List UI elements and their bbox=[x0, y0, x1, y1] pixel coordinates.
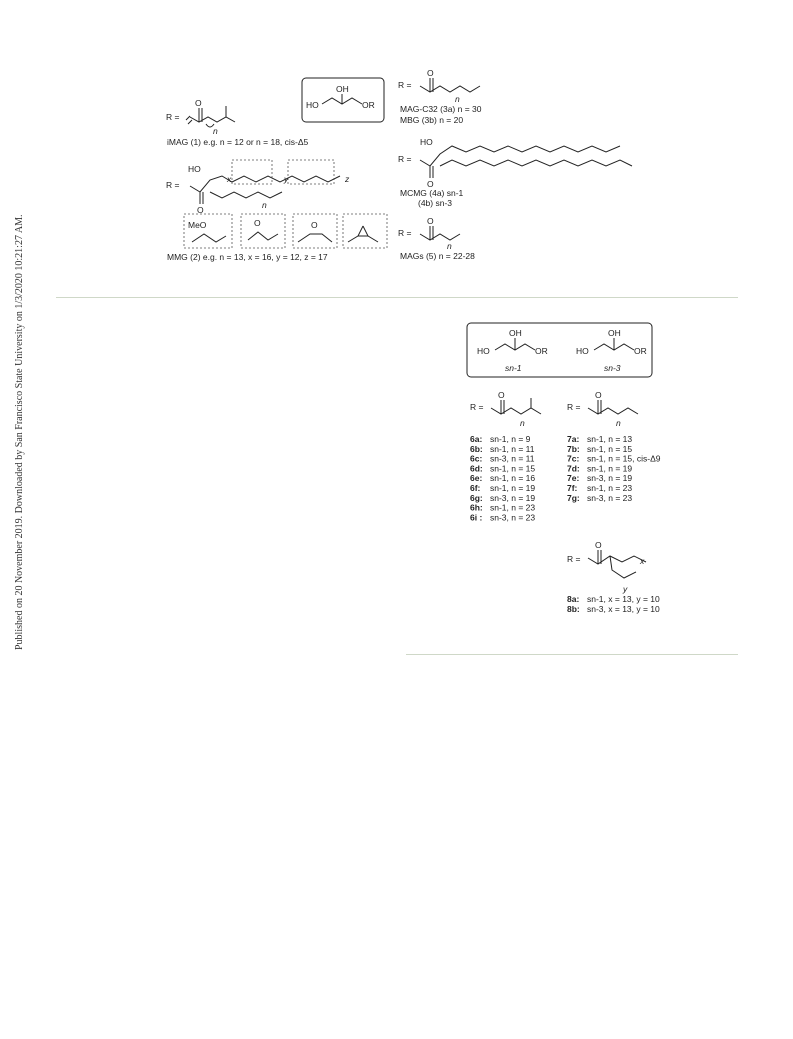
mmg-caption: MMG (2) e.g. n = 13, x = 16, y = 12, z = 17 bbox=[167, 252, 328, 262]
figure-2 bbox=[0, 300, 793, 660]
series-6-structure bbox=[470, 390, 541, 428]
compound-8a-id: 8a: bbox=[567, 594, 580, 604]
compound-6d-desc: sn-1, n = 15 bbox=[490, 463, 536, 474]
svg-text:O: O bbox=[197, 205, 204, 215]
imag-structure bbox=[166, 98, 309, 147]
compound-7c-id: 7c: bbox=[567, 453, 580, 464]
mmg-structure bbox=[166, 160, 387, 262]
imag-r-prefix: R = bbox=[166, 112, 180, 122]
sn1-oh: OH bbox=[509, 328, 522, 338]
imag-n: n bbox=[213, 126, 218, 136]
compound-6f-id: 6f: bbox=[470, 483, 481, 493]
svg-text:O: O bbox=[595, 540, 602, 550]
compound-7e-desc: sn-3, n = 19 bbox=[587, 473, 633, 484]
compound-6h-id: 6h: bbox=[470, 502, 483, 513]
mcmg-caption-2: (4b) sn-3 bbox=[418, 198, 453, 208]
mag-c32-caption-1: MAG-C32 (3a) n = 30 bbox=[400, 104, 482, 114]
compound-6i-id: 6i : bbox=[470, 512, 483, 523]
sn3-label: sn-3 bbox=[604, 363, 621, 373]
compound-7d-desc: sn-1, n = 19 bbox=[587, 463, 633, 474]
mag-c32-structure bbox=[398, 68, 482, 125]
glycerol-stereo-box bbox=[467, 323, 652, 377]
compound-6c-id: 6c: bbox=[470, 453, 483, 464]
mmg-n: n bbox=[262, 200, 267, 210]
compound-7d-id: 7d: bbox=[567, 463, 580, 474]
svg-text:O: O bbox=[195, 98, 202, 108]
series6-r-prefix: R = bbox=[470, 402, 484, 412]
series-7-structure bbox=[567, 390, 638, 428]
figure-divider-1 bbox=[56, 297, 738, 298]
svg-text:O: O bbox=[254, 218, 261, 228]
compound-6i-desc: sn-3, n = 23 bbox=[490, 512, 536, 523]
compound-6g-desc: sn-3, n = 19 bbox=[490, 492, 536, 503]
compound-8b-desc: sn-3, x = 13, y = 10 bbox=[587, 604, 660, 614]
compound-6h-desc: sn-1, n = 23 bbox=[490, 502, 536, 513]
series8-y: y bbox=[623, 584, 628, 594]
series7-n: n bbox=[616, 418, 621, 428]
compound-6b-id: 6b: bbox=[470, 443, 483, 454]
svg-text:O: O bbox=[311, 220, 318, 230]
glycerol-or: OR bbox=[362, 100, 375, 110]
svg-text:O: O bbox=[595, 390, 602, 400]
mags-n: n bbox=[447, 241, 452, 251]
compound-6c-desc: sn-3, n = 11 bbox=[490, 453, 535, 464]
svg-text:O: O bbox=[498, 390, 505, 400]
series-7-list bbox=[567, 434, 661, 503]
series7-r-prefix: R = bbox=[567, 402, 581, 412]
mags-caption: MAGs (5) n = 22-28 bbox=[400, 251, 475, 261]
series-8-structure bbox=[567, 540, 646, 594]
compound-6g-id: 6g: bbox=[470, 492, 483, 503]
compound-8a-desc: sn-1, x = 13, y = 10 bbox=[587, 594, 660, 604]
sn3-or: OR bbox=[634, 346, 647, 356]
svg-text:O: O bbox=[427, 179, 434, 189]
compound-6e-desc: sn-1, n = 16 bbox=[490, 473, 536, 484]
mmg-r-prefix: R = bbox=[166, 180, 180, 190]
glycerol-oh: OH bbox=[336, 84, 349, 94]
figure-1 bbox=[0, 0, 793, 300]
compound-6a-id: 6a: bbox=[470, 434, 483, 444]
svg-text:O: O bbox=[427, 68, 434, 78]
compound-7a-id: 7a: bbox=[567, 434, 580, 444]
series8-r-prefix: R = bbox=[567, 554, 581, 564]
sn3-ho: HO bbox=[576, 346, 589, 356]
compound-6f-desc: sn-1, n = 19 bbox=[490, 483, 536, 493]
mags-r-prefix: R = bbox=[398, 228, 412, 238]
mcmg-ho: HO bbox=[420, 137, 433, 147]
series6-n: n bbox=[520, 418, 525, 428]
sn3-oh: OH bbox=[608, 328, 621, 338]
mag-c32-r-prefix: R = bbox=[398, 80, 412, 90]
compound-6b-desc: sn-1, n = 11 bbox=[490, 443, 535, 454]
compound-7g-desc: sn-3, n = 23 bbox=[587, 492, 633, 503]
compound-7b-desc: sn-1, n = 15 bbox=[587, 443, 633, 454]
compound-7b-id: 7b: bbox=[567, 443, 580, 454]
series-6-list bbox=[470, 434, 535, 522]
mmg-ho: HO bbox=[188, 164, 201, 174]
compound-7f-desc: sn-1, n = 23 bbox=[587, 483, 633, 493]
mmg-z: z bbox=[345, 174, 350, 184]
compound-6a-desc: sn-1, n = 9 bbox=[490, 434, 531, 444]
figure-divider-2 bbox=[406, 654, 738, 655]
compound-7f-id: 7f: bbox=[567, 483, 578, 493]
mcmg-caption-1: MCMG (4a) sn-1 bbox=[400, 188, 464, 198]
compound-7g-id: 7g: bbox=[567, 492, 580, 503]
glycerol-ho: HO bbox=[306, 100, 319, 110]
series-8-list bbox=[567, 594, 660, 614]
compound-6d-id: 6d: bbox=[470, 463, 483, 474]
compound-7e-id: 7e: bbox=[567, 473, 580, 484]
compound-7a-desc: sn-1, n = 13 bbox=[587, 434, 633, 444]
sn1-ho: HO bbox=[477, 346, 490, 356]
compound-8b-id: 8b: bbox=[567, 604, 580, 614]
compound-7c-desc: sn-1, n = 15, cis-Δ9 bbox=[587, 453, 661, 464]
mags-structure bbox=[398, 216, 475, 261]
compound-6e-id: 6e: bbox=[470, 473, 483, 484]
svg-text:O: O bbox=[427, 216, 434, 226]
mcmg-r-prefix: R = bbox=[398, 154, 412, 164]
imag-caption: iMAG (1) e.g. n = 12 or n = 18, cis-Δ5 bbox=[167, 137, 309, 147]
sn1-or: OR bbox=[535, 346, 548, 356]
mag-c32-n: n bbox=[455, 94, 460, 104]
glycerol-structure bbox=[302, 78, 384, 122]
mcmg-structure bbox=[398, 137, 632, 208]
sn1-label: sn-1 bbox=[505, 363, 522, 373]
mmg-meo: MeO bbox=[188, 220, 207, 230]
mbg-caption: MBG (3b) n = 20 bbox=[400, 115, 464, 125]
mmg-x: x bbox=[227, 174, 232, 184]
series8-x: x bbox=[640, 556, 645, 566]
mmg-y: y bbox=[284, 174, 289, 184]
published-note: Published on 20 November 2019. Downloaded by San Francisco State University on 1/3/2020 10:21:27 AM. bbox=[14, 214, 25, 650]
